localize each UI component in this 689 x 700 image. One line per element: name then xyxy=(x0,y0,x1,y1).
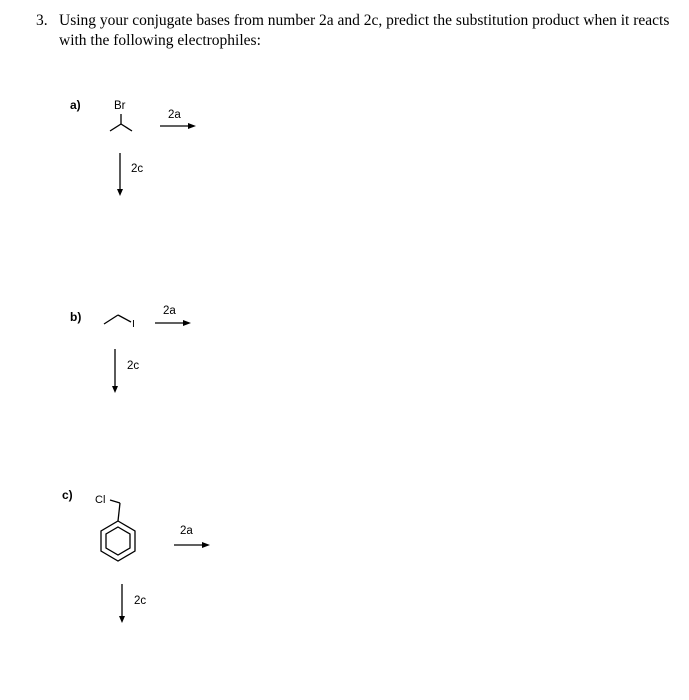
part-c-down-arrowhead xyxy=(119,616,125,623)
part-c-atom-cl: Cl xyxy=(95,494,106,506)
part-b-label: b) xyxy=(70,310,82,324)
part-c-right-reagent: 2a xyxy=(180,525,193,537)
part-a-right-reagent: 2a xyxy=(168,109,181,121)
part-b-right-reagent: 2a xyxy=(163,305,176,317)
part-b-down-reagent: 2c xyxy=(127,360,140,372)
part-a-atom-br: Br xyxy=(114,100,126,112)
part-c-down-reagent: 2c xyxy=(134,595,147,607)
part-a-down-reagent: 2c xyxy=(131,163,144,175)
part-c-cl-ch2-bond xyxy=(110,500,120,503)
part-c-ch2-ring-bond xyxy=(118,503,120,521)
part-c-label: c) xyxy=(62,488,73,502)
question-text: Using your conjugate bases from number 2a and 2c, predict the substitution product when it reacts with the following electrophiles: xyxy=(59,12,670,49)
question-number: 3. xyxy=(36,12,48,29)
part-c-right-arrowhead xyxy=(202,542,210,548)
part-a-label: a) xyxy=(70,98,81,112)
part-c-benzene-inner-ring xyxy=(106,527,130,555)
part-b-atom-i: I xyxy=(132,318,135,330)
